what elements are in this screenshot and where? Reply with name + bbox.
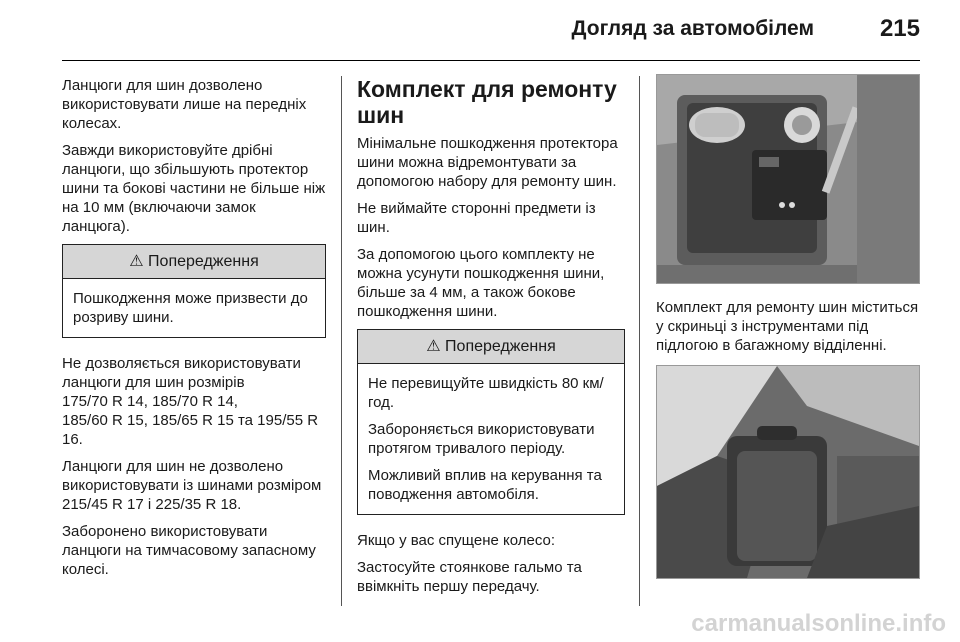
column-3	[656, 76, 920, 579]
page-header	[62, 0, 920, 61]
page-number: 215	[879, 15, 920, 42]
warning-header	[358, 330, 624, 364]
section-title: Догляд за автомобілем	[571, 17, 814, 40]
column-2	[357, 76, 625, 604]
figure-caption: Комплект для ремонту шин міститься у скриньці з інструментами під підлогою в багажному відділенні.	[656, 299, 919, 354]
warning-header	[63, 245, 325, 279]
column-divider	[639, 76, 640, 606]
trunk-illustration	[657, 366, 919, 578]
watermark: carmanualsonline.info	[691, 610, 946, 637]
paragraph: Заборонено використовувати ланцюги на тимчасовому запасному колесі.	[62, 523, 316, 578]
paragraph: Ланцюги для шин не дозволено використовувати із шинами розміром 215/45 R 17 і 225/35 R 18.	[62, 458, 322, 513]
text-line: 185/60 R 15, 185/65 R 15 та 195/55 R 16.	[62, 412, 319, 448]
text-line: Не дозволяється використовувати ланцюги для шин розмірів	[62, 355, 301, 391]
warning-title: Попередження	[148, 253, 259, 270]
warning-triangle-icon: ⚠	[426, 338, 441, 355]
warning-box	[357, 329, 625, 515]
warning-title: Попередження	[445, 338, 556, 355]
warning-text: Пошкодження може призвести до розриву шини.	[73, 290, 308, 326]
section-heading: Комплект для ремонту шин	[357, 76, 617, 128]
paragraph: Завжди використовуйте дрібні ланцюги, що збільшують протектор шини та бокові частини не більше ніж на 10 мм (включаючи замок ланцюга).	[62, 142, 326, 235]
paragraph: Не виймайте сторонні предмети із шин.	[357, 200, 596, 236]
warning-text: Не перевищуйте швидкість 80 км/год.	[368, 375, 604, 411]
column-1	[62, 76, 326, 587]
column-divider	[341, 76, 342, 606]
trunk-photo	[656, 365, 920, 579]
paragraph: Мінімальне пошкодження протектора шини можна відремонтувати за допомогою набору для ремонту шин.	[357, 135, 618, 190]
text-line: 175/70 R 14, 185/70 R 14,	[62, 393, 238, 410]
paragraph: Ланцюги для шин дозволено використовувати лише на передніх колесах.	[62, 77, 307, 132]
repair-kit-photo	[656, 74, 920, 284]
paragraph	[62, 354, 326, 449]
warning-box	[62, 244, 326, 338]
repair-kit-illustration	[657, 75, 919, 283]
paragraph: Застосуйте стоянкове гальмо та ввімкніть першу передачу.	[357, 559, 582, 595]
warning-text: Можливий вплив на керування та поводження автомобіля.	[368, 467, 602, 503]
paragraph: Якщо у вас спущене колесо:	[357, 532, 556, 549]
warning-triangle-icon: ⚠	[129, 253, 144, 270]
warning-text: Забороняється використовувати протягом тривалого періоду.	[368, 421, 595, 457]
paragraph: За допомогою цього комплекту не можна усунути пошкодження шини, більше за 4 мм, а також бокове пошкодження шини.	[357, 246, 605, 320]
